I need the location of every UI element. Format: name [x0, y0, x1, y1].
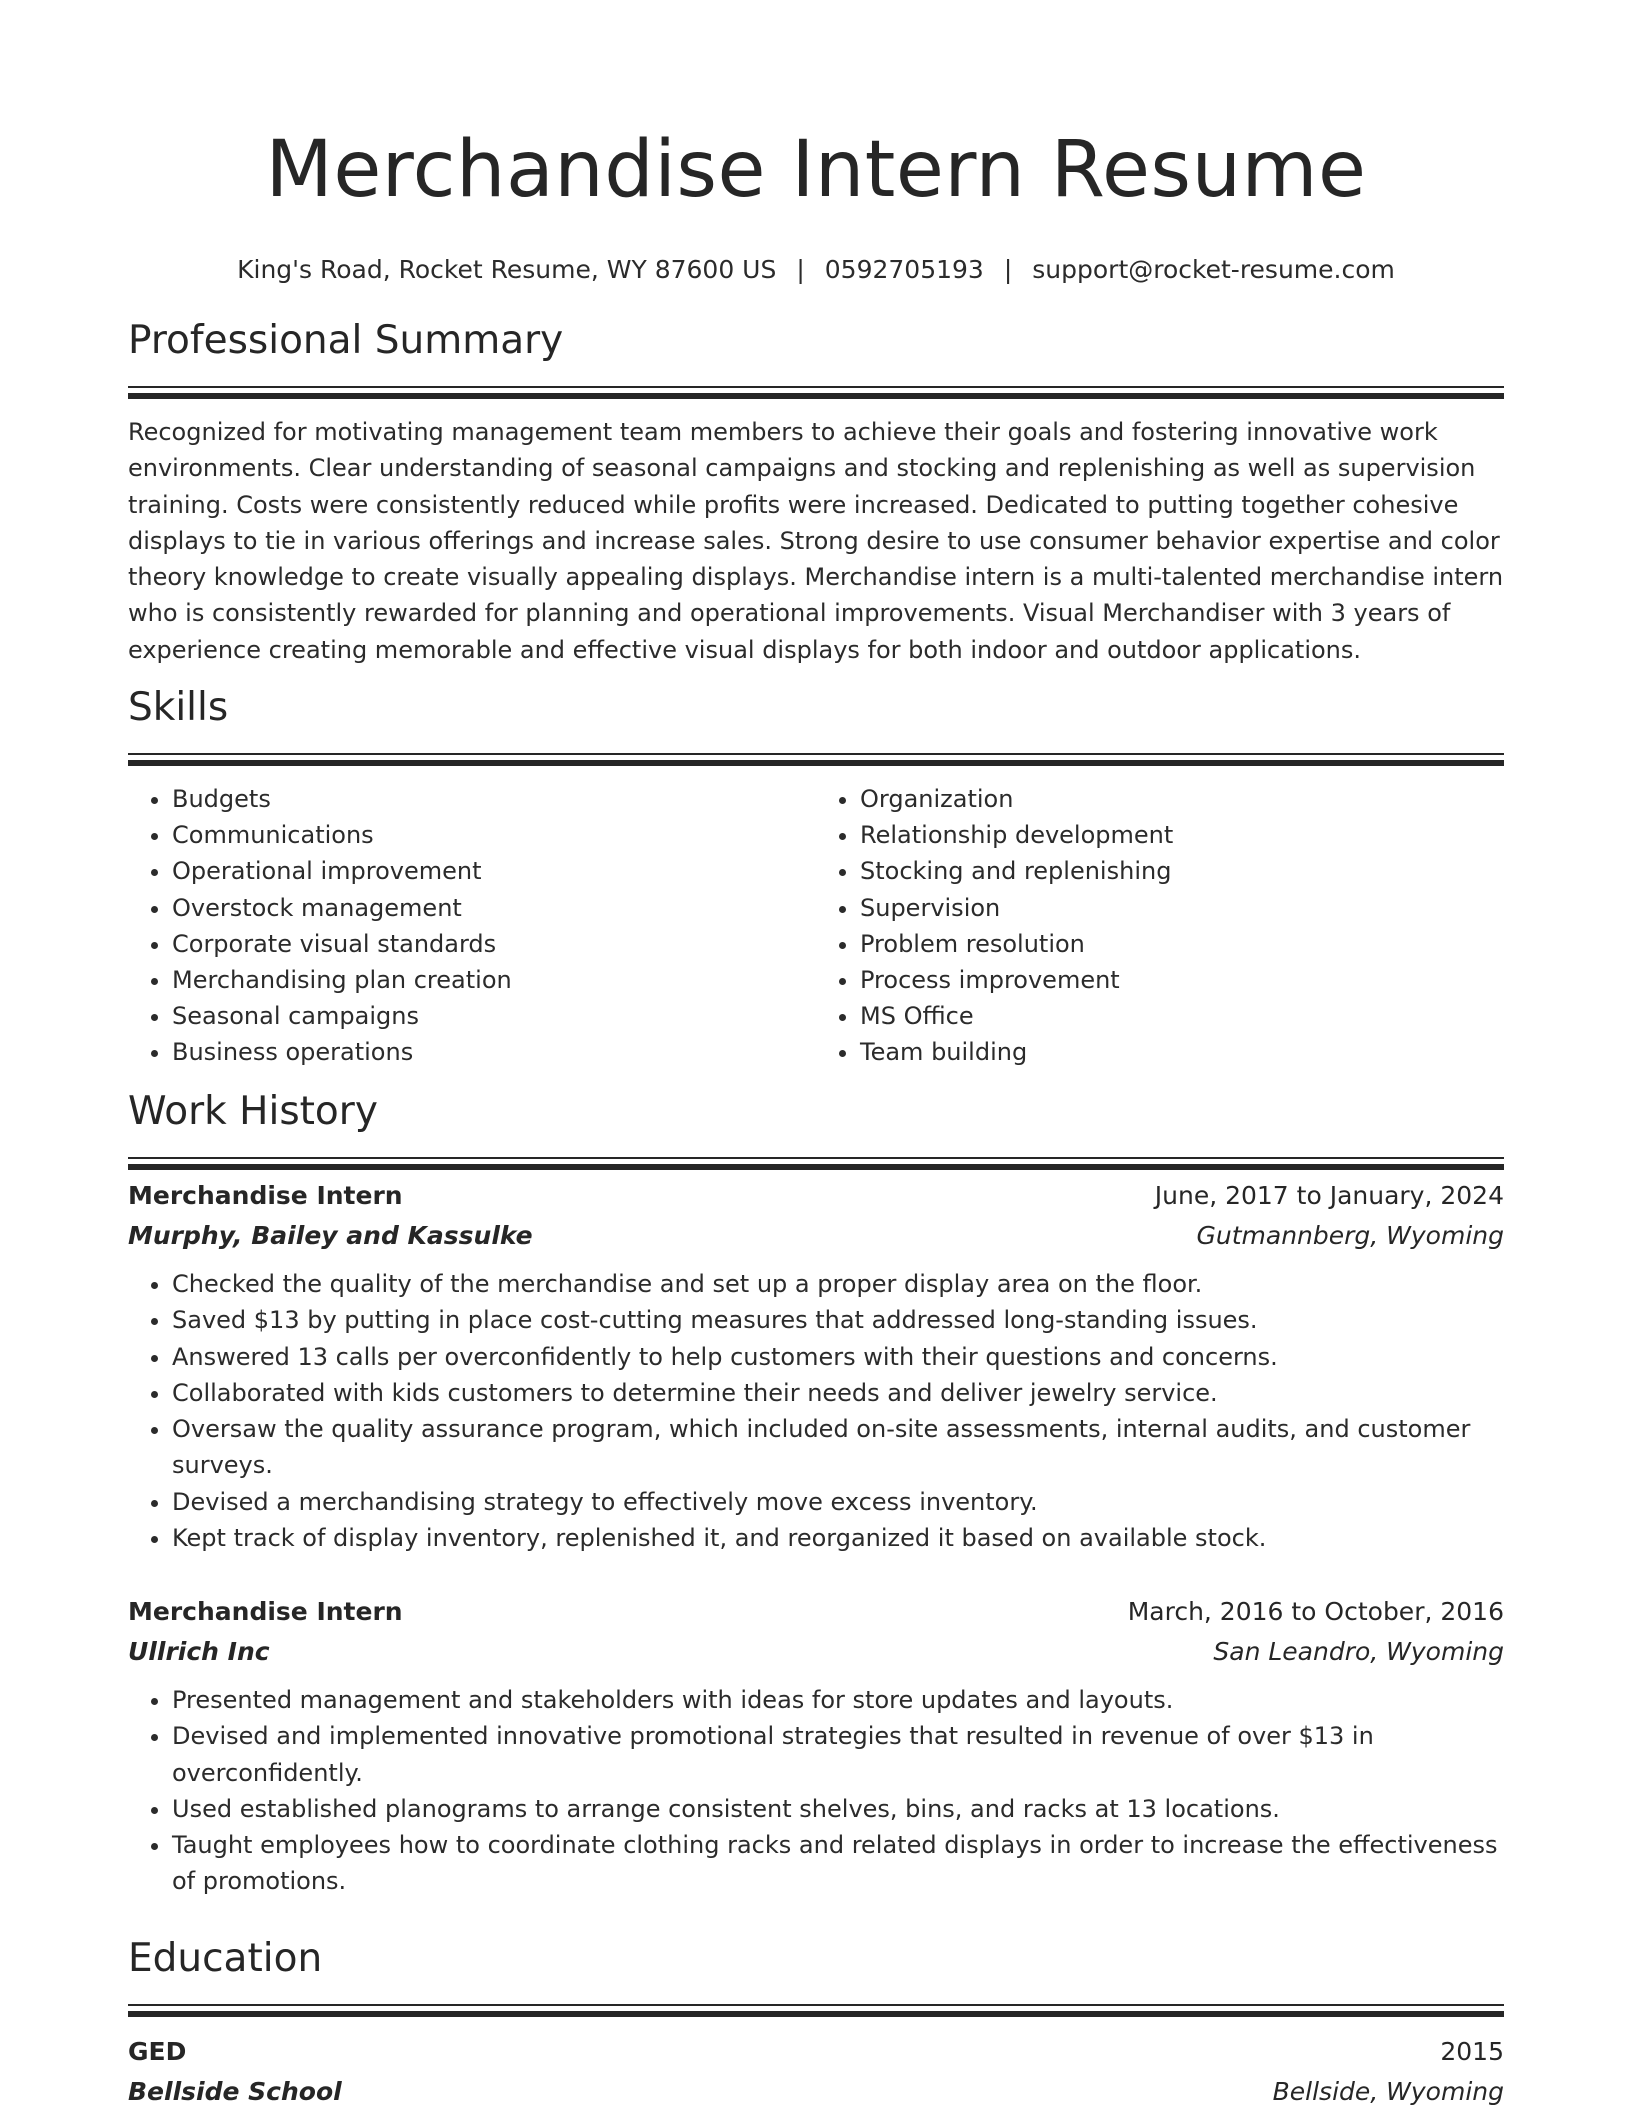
skill-item: • Problem resolution: [860, 926, 1504, 962]
section-divider: [128, 1157, 1504, 1171]
job-bullets: [128, 1266, 1504, 1556]
job-dates: June, 2017 to January, 2024: [1154, 1181, 1504, 1210]
job-bullet: • Used established planograms to arrange consistent shelves, bins, and racks at 13 locations.: [172, 1791, 1504, 1827]
job-bullet: • Presented management and stakeholders with ideas for store updates and layouts.: [172, 1682, 1504, 1718]
contact-address: King's Road, Rocket Resume, WY 87600 US: [237, 255, 777, 284]
skill-item: • Budgets: [172, 781, 816, 817]
job-location: Gutmannberg, Wyoming: [1196, 1221, 1504, 1250]
skills-list-right: [816, 781, 1504, 1071]
education-section: [128, 1934, 1504, 2112]
section-divider: [128, 386, 1504, 400]
job-title: Merchandise Intern: [128, 1181, 403, 1210]
job-bullet: • Answered 13 calls per overconfidently to help customers with their questions and concerns.: [172, 1339, 1504, 1375]
job-company: Ullrich Inc: [128, 1637, 270, 1666]
summary-section: [128, 316, 1504, 668]
job-company: Murphy, Bailey and Kassulke: [128, 1221, 533, 1250]
job-entry: [128, 1176, 1504, 1556]
skill-item: • Team building: [860, 1034, 1504, 1070]
skill-item: • Operational improvement: [172, 853, 816, 889]
job-bullet: • Collaborated with kids customers to determine their needs and deliver jewelry service.: [172, 1375, 1504, 1411]
skill-item: • Supervision: [860, 890, 1504, 926]
work-heading: Work History: [128, 1089, 378, 1134]
job-header-row: [128, 1592, 1504, 1632]
job-entry: [128, 1592, 1504, 1900]
job-bullet: • Kept track of display inventory, replenished it, and reorganized it based on available stock.: [172, 1520, 1504, 1556]
job-bullet: • Devised a merchandising strategy to effectively move excess inventory.: [172, 1484, 1504, 1520]
job-dates: March, 2016 to October, 2016: [1127, 1597, 1504, 1626]
contact-phone: 0592705193: [824, 255, 984, 284]
education-year: 2015: [1440, 2037, 1504, 2066]
education-heading: Education: [128, 1936, 323, 1981]
skills-columns: [128, 781, 1504, 1071]
job-company-row: [128, 1216, 1504, 1256]
skill-item: • Communications: [172, 817, 816, 853]
education-school: Bellside School: [128, 2077, 342, 2106]
skill-item: • Overstock management: [172, 890, 816, 926]
education-degree-row: [128, 2032, 1504, 2072]
resume-title: Merchandise Intern Resume: [265, 125, 1367, 215]
section-divider: [128, 2004, 1504, 2018]
job-bullet: • Saved $13 by putting in place cost-cutting measures that addressed long-standing issues.: [172, 1302, 1504, 1338]
contact-line: [128, 253, 1504, 287]
skill-item: • Business operations: [172, 1034, 816, 1070]
skills-heading: Skills: [128, 685, 229, 730]
skill-item: • Corporate visual standards: [172, 926, 816, 962]
contact-separator: |: [796, 255, 805, 284]
contact-email: support@rocket-resume.com: [1032, 255, 1395, 284]
job-company-row: [128, 1632, 1504, 1672]
summary-heading: Professional Summary: [128, 318, 564, 363]
skill-item: • Stocking and replenishing: [860, 853, 1504, 889]
education-school-row: [128, 2072, 1504, 2112]
section-divider: [128, 753, 1504, 767]
skills-list-left: [128, 781, 816, 1071]
contact-separator: |: [1003, 255, 1013, 284]
skill-item: • Merchandising plan creation: [172, 962, 816, 998]
job-title: Merchandise Intern: [128, 1597, 403, 1626]
job-bullets: [128, 1682, 1504, 1900]
education-location: Bellside, Wyoming: [1272, 2077, 1504, 2106]
job-location: San Leandro, Wyoming: [1213, 1637, 1504, 1666]
education-degree: GED: [128, 2037, 187, 2066]
job-bullet: • Taught employees how to coordinate clothing racks and related displays in order to increase the effectiveness of promotions.: [172, 1827, 1504, 1900]
skill-item: • MS Office: [860, 998, 1504, 1034]
summary-text: Recognized for motivating management team members to achieve their goals and fostering innovative work environments. Clear understanding of seasonal campaigns and stocking and replenishing as well as supervision training. Costs were consistently reduced while profits were increased. Dedicated to putting together cohesive displays to tie in various offerings and increase sales. Strong desire to use consumer behavior expertise and color theory knowledge to create visually appealing displays. Merchandise intern is a multi-talented merchandise intern who is consistently rewarded for planning and operational improvements. Visual Merchandiser with 3 years of experience creating memorable and effective visual displays for both indoor and outdoor applications.: [128, 418, 1504, 664]
skill-item: • Relationship development: [860, 817, 1504, 853]
skill-item: • Seasonal campaigns: [172, 998, 816, 1034]
job-bullet: • Devised and implemented innovative promotional strategies that resulted in revenue of over $13 in overconfidently.: [172, 1718, 1504, 1791]
job-bullet: • Checked the quality of the merchandise and set up a proper display area on the floor.: [172, 1266, 1504, 1302]
work-section: [128, 1087, 1504, 1171]
job-bullet: • Oversaw the quality assurance program, which included on-site assessments, internal audits, and customer surveys.: [172, 1411, 1504, 1484]
skill-item: • Process improvement: [860, 962, 1504, 998]
skill-item: • Organization: [860, 781, 1504, 817]
job-header-row: [128, 1176, 1504, 1216]
skills-section: [128, 683, 1504, 1071]
